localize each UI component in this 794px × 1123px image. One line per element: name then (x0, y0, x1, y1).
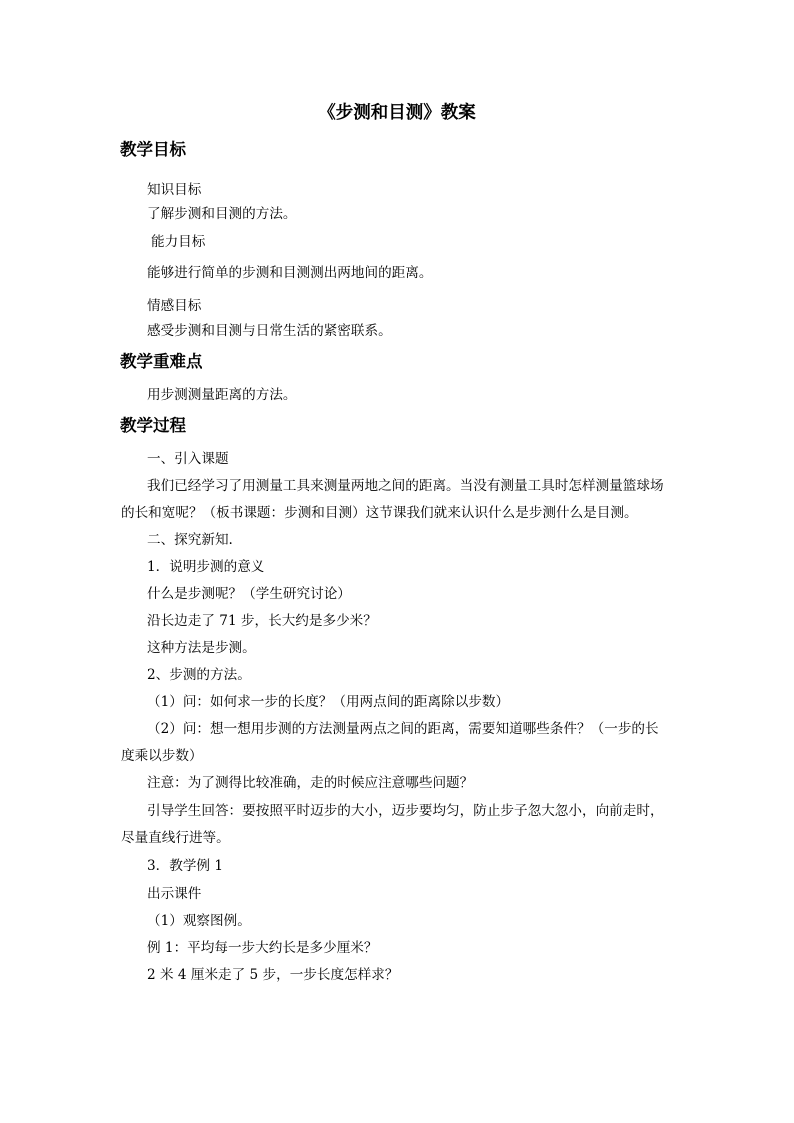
paragraph-line: 我们已经学习了用测量工具来测量两地之间的距离。当没有测量工具时怎样测量篮球场 (147, 478, 664, 494)
paragraph-line: 2 米 4 厘米走了 5 步，一步长度怎样求？ (147, 967, 399, 983)
paragraph-line: 情感目标 (147, 298, 202, 314)
section-heading-key-points: 教学重难点 (120, 352, 203, 371)
paragraph-line: 2、步测的方法。 (147, 667, 251, 683)
paragraph-line: 沿长边走了 71 步，长大约是多少米？ (147, 613, 377, 629)
paragraph-line: （2）问：想一想用步测的方法测量两点之间的距离，需要知道哪些条件？（一步的长 (147, 721, 659, 737)
paragraph-line: 感受步测和目测与日常生活的紧密联系。 (147, 323, 392, 339)
paragraph-line: 知识目标 (147, 182, 202, 198)
paragraph-line: 3．教学例 1 (147, 858, 223, 874)
paragraph-line: 的长和宽呢？（板书课题：步测和目测）这节课我们就来认识什么是步测什么是目测。 (121, 505, 638, 521)
paragraph-line: 二、探究新知. (147, 532, 233, 548)
paragraph-line: 了解步测和目测的方法。 (147, 206, 297, 222)
paragraph-line: 能够进行简单的步测和目测测出两地间的距离。 (147, 265, 433, 281)
paragraph-line: 一、引入课题 (147, 451, 229, 467)
paragraph-line: 出示课件 (147, 886, 202, 902)
paragraph-line: 能力目标 (151, 234, 206, 250)
section-heading-teaching-goals: 教学目标 (120, 140, 186, 159)
paragraph-line: 用步测测量距离的方法。 (147, 387, 297, 403)
document-title: 《步测和目测》教案 (318, 103, 476, 123)
paragraph-line: 1．说明步测的意义 (147, 559, 265, 575)
paragraph-line: 注意：为了测得比较准确，走的时候应注意哪些问题？ (147, 775, 474, 791)
paragraph-line: 这种方法是步测。 (147, 640, 256, 656)
paragraph-line: 度乘以步数） (121, 748, 203, 764)
paragraph-line: 尽量直线行进等。 (121, 830, 230, 846)
paragraph-line: （1）问：如何求一步的长度？（用两点间的距离除以步数） (147, 694, 510, 710)
paragraph-line: （1）观察图例。 (147, 913, 251, 929)
paragraph-line: 例 1：平均每一步大约长是多少厘米？ (147, 940, 378, 956)
section-heading-teaching-process: 教学过程 (120, 416, 186, 435)
paragraph-line: 什么是步测呢？（学生研究讨论） (147, 586, 351, 602)
paragraph-line: 引导学生回答：要按照平时迈步的大小，迈步要均匀，防止步子忽大忽小，向前走时， (147, 803, 664, 819)
